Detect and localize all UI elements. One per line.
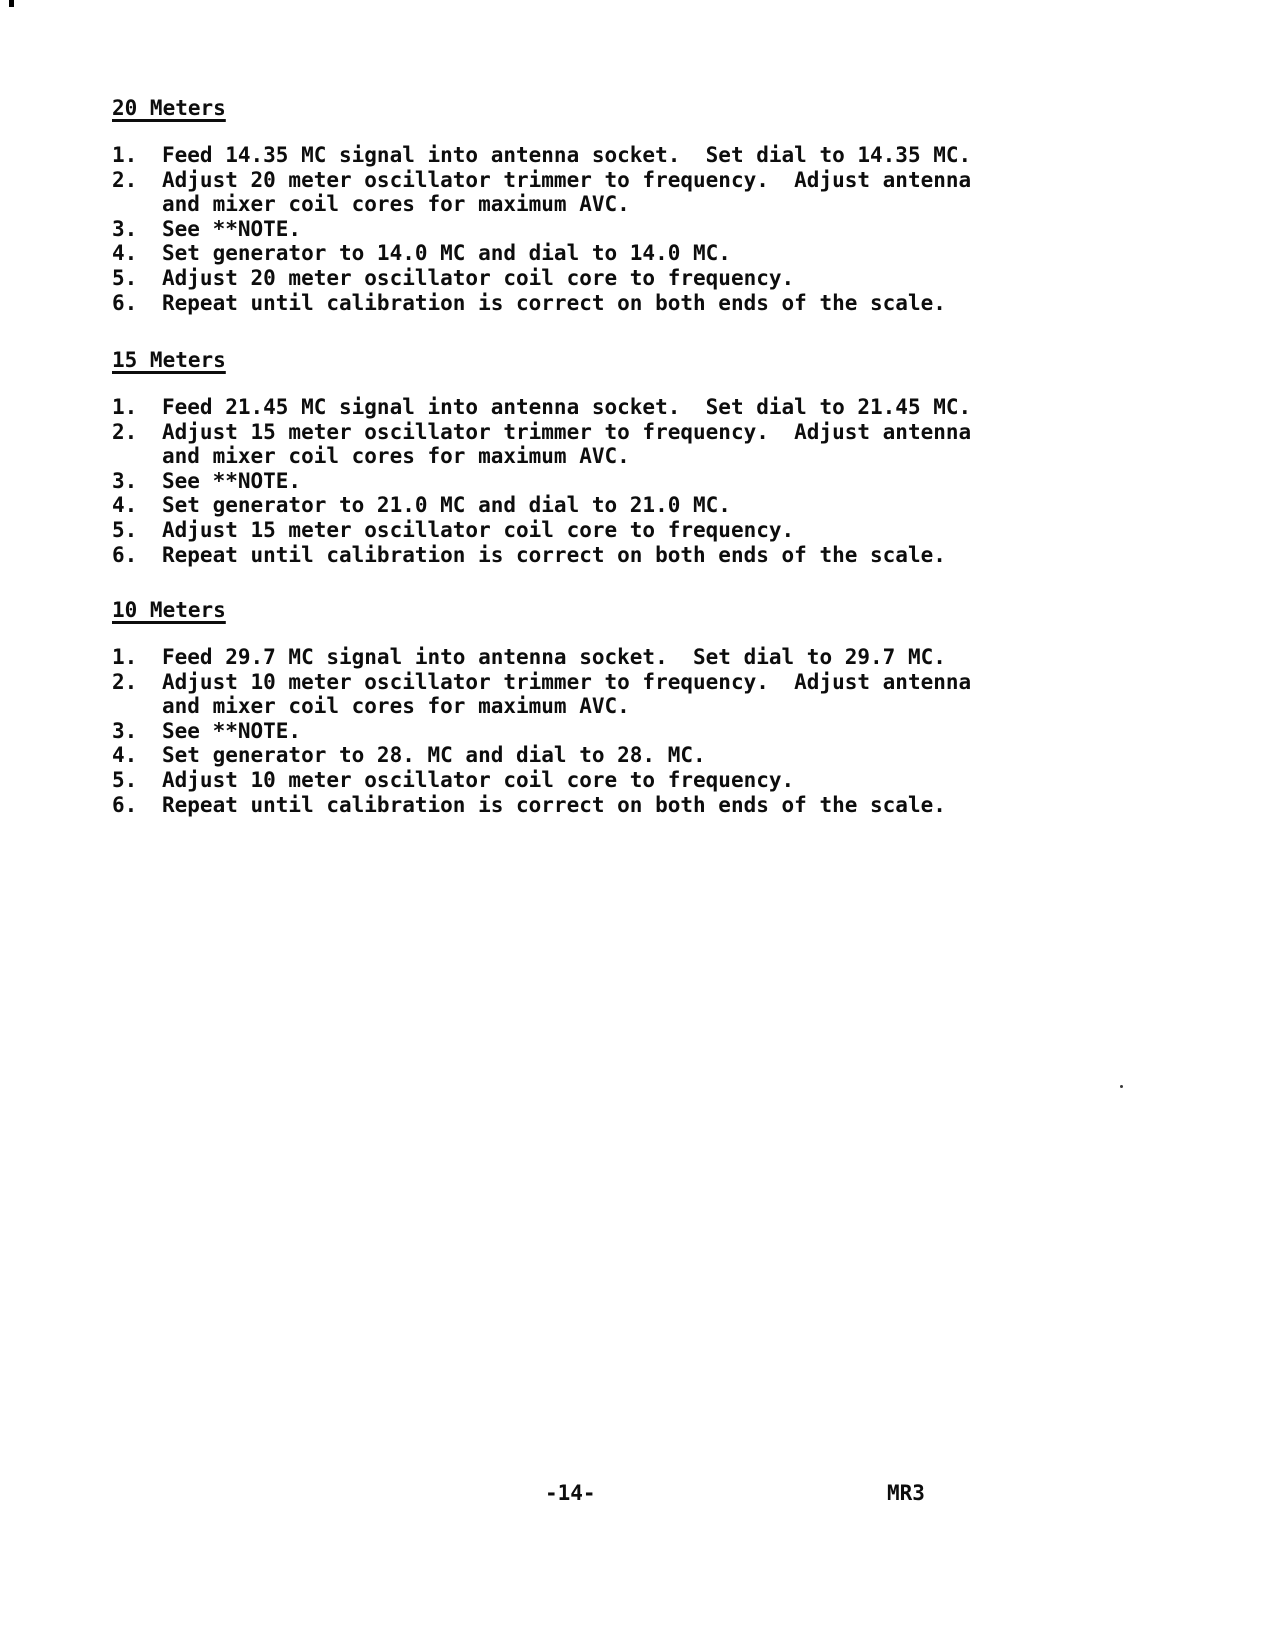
item-number: 5. — [112, 767, 138, 792]
list-item — [112, 670, 971, 719]
procedure-list-20-meters — [112, 143, 971, 315]
item-text-line: Feed 29.7 MC signal into antenna socket. Set dial to 29.7 MC. — [162, 644, 946, 669]
item-number: 3. — [112, 468, 138, 493]
doc-code: MR3 — [887, 1481, 925, 1505]
item-number: 2. — [112, 669, 138, 694]
item-number: 3. — [112, 718, 138, 743]
item-number: 6. — [112, 542, 138, 567]
list-item — [112, 395, 971, 420]
item-number: 6. — [112, 290, 138, 315]
item-text-line: Repeat until calibration is correct on both ends of the scale. — [162, 792, 946, 817]
item-number: 3. — [112, 216, 138, 241]
item-text-line: Feed 14.35 MC signal into antenna socket. Set dial to 14.35 MC. — [162, 142, 972, 167]
scan-artifact-speck — [1120, 1085, 1123, 1088]
item-text-line: Adjust 20 meter oscillator coil core to frequency. — [162, 265, 795, 290]
list-item — [112, 719, 971, 744]
section-10-meters — [112, 598, 971, 817]
list-item — [112, 518, 971, 543]
list-item — [112, 217, 971, 242]
item-text-line: Set generator to 14.0 MC and dial to 14.0 MC. — [162, 241, 731, 266]
item-number: 1. — [112, 394, 138, 419]
section-heading-10-meters: 10 Meters — [112, 598, 226, 622]
procedure-list-15-meters — [112, 395, 971, 567]
section-20-meters — [112, 96, 971, 315]
procedure-list-10-meters — [112, 645, 971, 817]
item-number: 5. — [112, 265, 138, 290]
list-item — [112, 266, 971, 291]
item-text-line: Adjust 15 meter oscillator trimmer to frequency. Adjust antenna — [162, 419, 972, 444]
item-text-line: Set generator to 21.0 MC and dial to 21.0 MC. — [162, 493, 731, 518]
item-text-line: Adjust 20 meter oscillator trimmer to frequency. Adjust antenna — [162, 167, 972, 192]
item-text-line: Feed 21.45 MC signal into antenna socket. Set dial to 21.45 MC. — [162, 394, 972, 419]
list-item — [112, 241, 971, 266]
item-text-line: Repeat until calibration is correct on both ends of the scale. — [162, 290, 946, 315]
item-number: 4. — [112, 241, 138, 266]
item-text-line: Adjust 10 meter oscillator coil core to frequency. — [162, 767, 795, 792]
scan-artifact-corner-tick — [9, 0, 14, 7]
section-heading-20-meters: 20 Meters — [112, 96, 226, 120]
item-text-line: Adjust 10 meter oscillator trimmer to frequency. Adjust antenna — [162, 669, 972, 694]
section-heading-15-meters: 15 Meters — [112, 348, 226, 372]
item-text-line: and mixer coil cores for maximum AVC. — [162, 192, 630, 217]
item-number: 1. — [112, 644, 138, 669]
list-item — [112, 743, 971, 768]
item-number: 6. — [112, 792, 138, 817]
page-number: -14- — [545, 1481, 596, 1505]
item-text-line: Set generator to 28. MC and dial to 28. MC. — [162, 743, 706, 768]
list-item — [112, 469, 971, 494]
list-item — [112, 793, 971, 818]
item-text-line: Repeat until calibration is correct on both ends of the scale. — [162, 542, 946, 567]
item-text-line: Adjust 15 meter oscillator coil core to frequency. — [162, 517, 795, 542]
list-item — [112, 645, 971, 670]
item-text-line: and mixer coil cores for maximum AVC. — [162, 694, 630, 719]
list-item — [112, 543, 971, 568]
item-number: 2. — [112, 167, 138, 192]
item-number: 1. — [112, 142, 138, 167]
list-item — [112, 143, 971, 168]
item-text-line: and mixer coil cores for maximum AVC. — [162, 444, 630, 469]
item-number: 4. — [112, 493, 138, 518]
list-item — [112, 493, 971, 518]
list-item — [112, 420, 971, 469]
item-number: 2. — [112, 419, 138, 444]
section-15-meters — [112, 348, 971, 567]
item-number: 4. — [112, 743, 138, 768]
item-text-line: See **NOTE. — [162, 216, 302, 241]
list-item — [112, 768, 971, 793]
item-text-line: See **NOTE. — [162, 718, 302, 743]
list-item — [112, 168, 971, 217]
item-number: 5. — [112, 517, 138, 542]
item-text-line: See **NOTE. — [162, 468, 302, 493]
list-item — [112, 291, 971, 316]
